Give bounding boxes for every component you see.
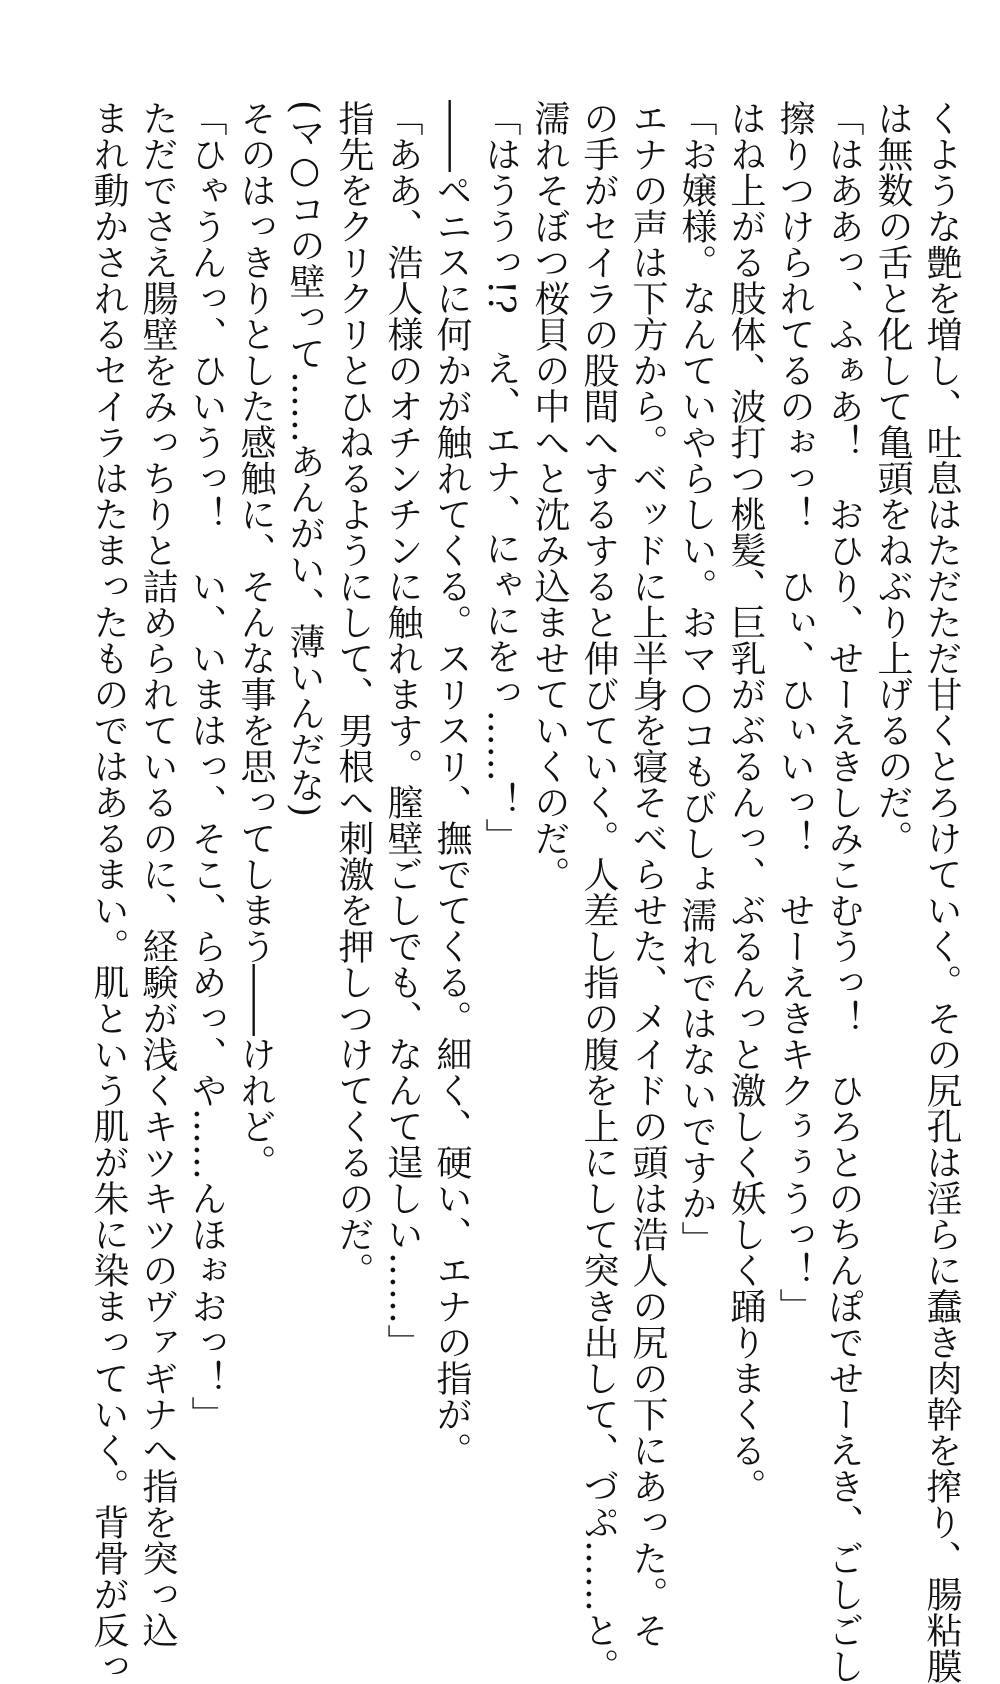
text-line: 「はううっ!? え、エナ、にゃにをっ……！」 [480, 100, 521, 854]
text-line: 「ひゃうんっ、ひいうっ！ い、いまはっ、そこ、らめっ、や……んほぉおっ！」 [186, 100, 227, 1432]
text-line: は無数の舌と化して亀頭をねぶり上げるのだ。 [872, 100, 913, 856]
text-line: まれ動かされるセイラはたまったものではあるまい。肌という肌が朱に染まっていく。背骨が反っ [88, 100, 129, 1684]
text-line: 「はああっ、ふぁあ！ おひり、せーえきしみこむうっ！ ひろとのちんぽでせーえき、ごしごし [823, 100, 864, 1684]
text-line: そのはっきりとした感触に、そんな事を思ってしまう――けれど。 [235, 100, 276, 1180]
text-line: ただでさえ腸壁をみっちりと詰められているのに、経験が浅くキツキツのヴァギナへ指を突っ込 [137, 100, 178, 1648]
vertical-text-body [84, 100, 966, 1684]
text-line: 指先をクリクリとひねるようにして、男根へ刺激を押しつけてくるのだ。 [333, 100, 374, 1288]
text-line: の手がセイラの股間へするすると伸びていく。人差し指の腹を上にして突き出して、づぷ……と。 [578, 100, 619, 1684]
text-line: くような艶を増し、吐息はただただ甘くとろけていく。その尻孔は淫らに蠢き肉幹を搾り、腸粘膜 [921, 100, 962, 1684]
text-line: 「ああ、浩人様のオチンチンに触れます。膣壁ごしでも、なんて逞しい……」 [382, 100, 423, 1360]
text-line: 濡れそぼつ桜貝の中へと沈み込ませていくのだ。 [529, 100, 570, 892]
text-line: ――ペニスに何かが触れてくる。スリスリ、撫でてくる。細く、硬い、エナの指が。 [431, 100, 472, 1468]
text-line: エナの声は下方から。ベッドに上半身を寝そべらせた、メイドの頭は浩人の尻の下にあった。そ [627, 100, 668, 1648]
text-line: はね上がる肢体、波打つ桃髪、巨乳がぶるんっ、ぶるんっと激しく妖しく踊りまくる。 [725, 100, 766, 1504]
text-line: 擦りつけられてるのぉっ！ ひぃ、ひぃいっ！ せーえきキクぅぅうっ！」 [774, 100, 815, 1324]
text-line: (マ○コの壁って……あんがい、薄いんだな) [284, 100, 325, 818]
text-line: 「お嬢様。なんていやらしい。おマ○コもびしょ濡れではないですか」 [676, 100, 717, 1257]
